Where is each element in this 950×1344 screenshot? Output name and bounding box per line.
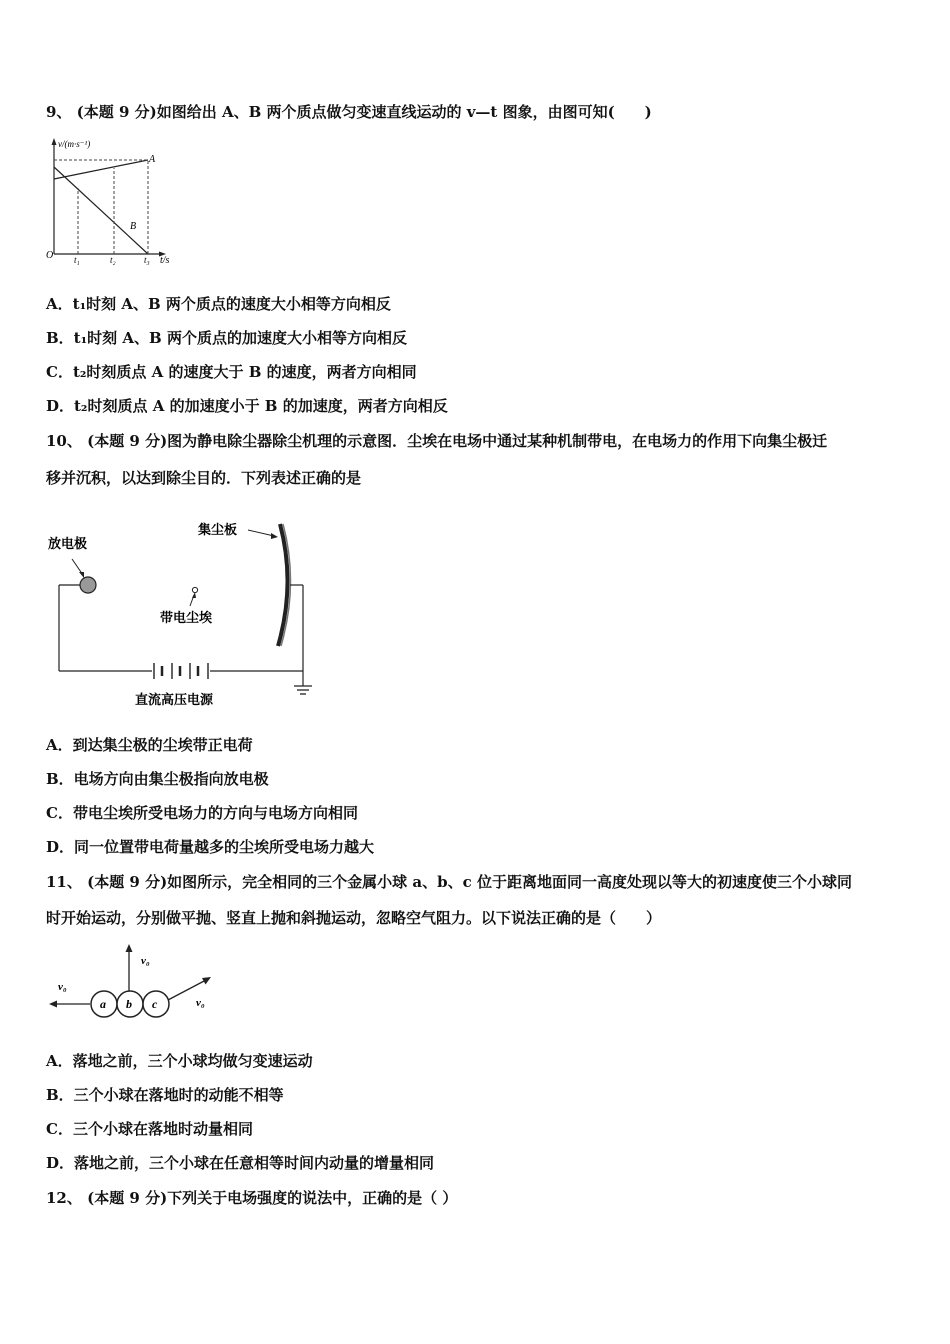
question-11-stem-line1: 11、 (本题 9 分)如图所示，完全相同的三个金属小球 a、b、c 位于距离地面同一高度处现以等大的初速度使三个小球同: [46, 873, 852, 891]
precipitator-diagram: [40, 514, 330, 714]
origin-label: O: [46, 250, 54, 261]
q10-option-c[interactable]: C．带电尘埃所受电场力的方向与电场方向相同: [46, 804, 358, 822]
question-11-stem-line2: 时开始运动，分别做平抛、竖直上抛和斜抛运动，忽略空气阻力。以下说法正确的是（ ）: [46, 909, 662, 927]
q9-option-d[interactable]: D．t₂时刻质点 A 的加速度小于 B 的加速度，两者方向相反: [46, 397, 448, 415]
velocity-label-a: v₀: [58, 981, 67, 993]
q10-option-d[interactable]: D．同一位置带电荷量越多的尘埃所受电场力越大: [46, 838, 375, 856]
vt-graph: [44, 134, 184, 266]
q11-option-c[interactable]: C．三个小球在落地时动量相同: [46, 1120, 253, 1138]
ball-b-label: b: [126, 997, 132, 1011]
q10-option-a[interactable]: A．到达集尘极的尘埃带正电荷: [46, 736, 253, 754]
velocity-label-b: v₀: [141, 955, 150, 967]
velocity-label-c: v₀: [196, 997, 205, 1009]
ball-a-label: a: [100, 997, 106, 1011]
y-axis-label: v/(m·s⁻¹): [58, 139, 91, 149]
line-b-label: B: [130, 221, 137, 232]
q9-option-b[interactable]: B．t₁时刻 A、B 两个质点的加速度大小相等方向相反: [46, 329, 407, 347]
tick-t2: t₂: [110, 255, 116, 265]
question-10-stem-line1: 10、 (本题 9 分)图为静电除尘器除尘机理的示意图．尘埃在电场中通过某种机制带电，在电场力的作用下向集尘极迁: [46, 432, 828, 450]
q10-option-b[interactable]: B．电场方向由集尘极指向放电极: [46, 770, 269, 788]
collector-plate-label: 集尘板: [198, 522, 238, 537]
q9-option-c[interactable]: C．t₂时刻质点 A 的速度大于 B 的速度，两者方向相同: [46, 363, 417, 381]
tick-t3: t₃: [144, 255, 150, 265]
charged-dust-label: 带电尘埃: [160, 610, 213, 625]
discharge-electrode-label: 放电极: [48, 536, 88, 551]
ball-c-label: c: [152, 997, 158, 1011]
three-balls-diagram: [46, 940, 226, 1030]
q11-option-b[interactable]: B．三个小球在落地时的动能不相等: [46, 1086, 284, 1104]
x-axis-label: t/s: [160, 255, 170, 266]
q11-option-d[interactable]: D．落地之前，三个小球在任意相等时间内动量的增量相同: [46, 1154, 435, 1172]
tick-t1: t₁: [74, 255, 80, 265]
power-source-label: 直流高压电源: [135, 692, 214, 707]
question-10-stem-line2: 移并沉积，以达到除尘目的．下列表述正确的是: [46, 469, 362, 487]
question-12-stem: 12、 (本题 9 分)下列关于电场强度的说法中，正确的是（ ）: [46, 1189, 458, 1207]
line-a-label: A: [149, 154, 156, 165]
question-9-stem: 9、 (本题 9 分)如图给出 A、B 两个质点做匀变速直线运动的 v—t 图象，由图可知( ): [46, 103, 652, 121]
q9-option-a[interactable]: A．t₁时刻 A、B 两个质点的速度大小相等方向相反: [46, 295, 391, 313]
q11-option-a[interactable]: A．落地之前，三个小球均做匀变速运动: [46, 1052, 313, 1070]
